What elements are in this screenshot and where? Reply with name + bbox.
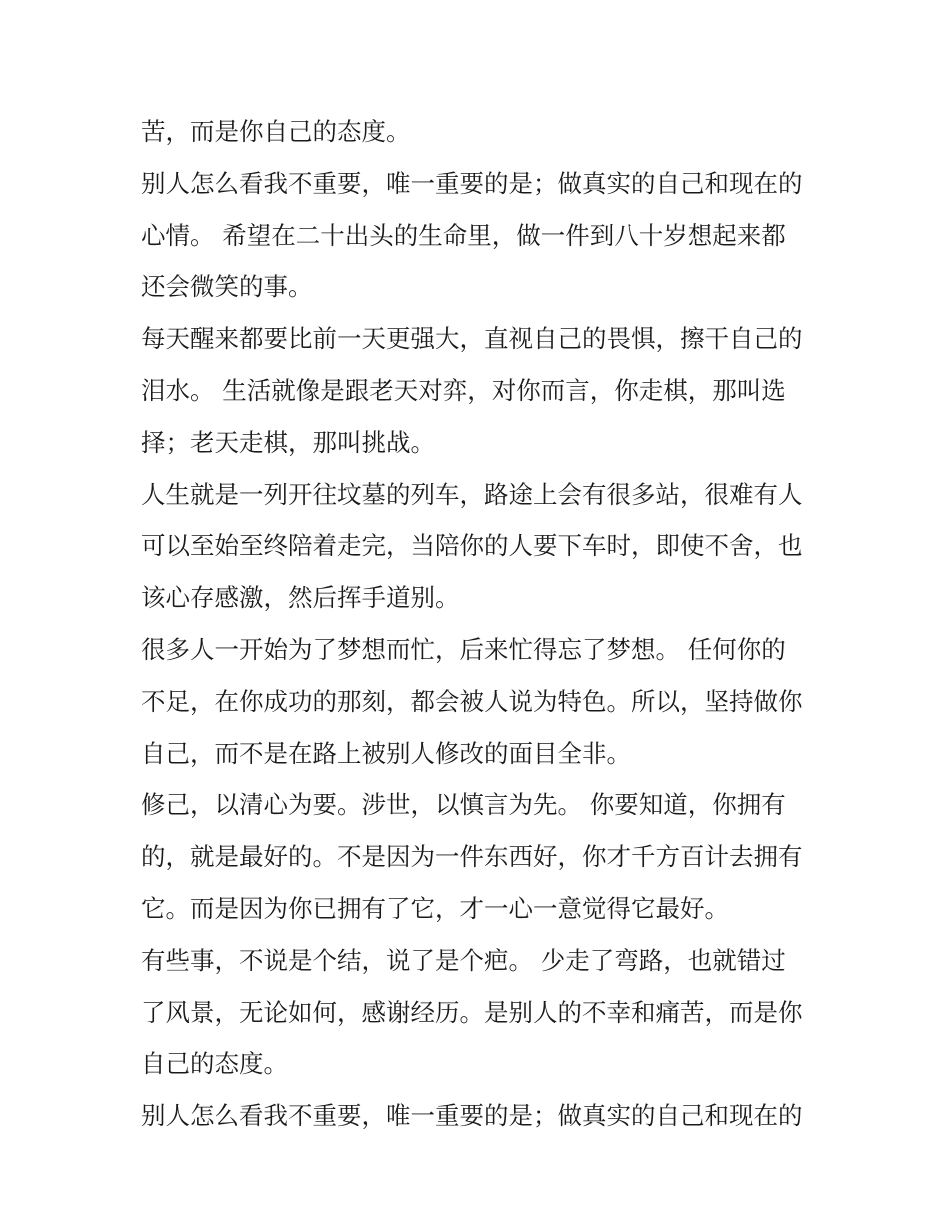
- text-line: 择；老天走棋，那叫挑战。: [141, 427, 435, 457]
- text-line: 了风景，无论如何，感谢经历。是别人的不幸和痛苦，而是你: [141, 997, 803, 1027]
- text-line: 人生就是一列开往坟墓的列车，路途上会有很多站，很难有人: [141, 479, 803, 509]
- text-line: 泪水。 生活就像是跟老天对弈，对你而言，你走棋，那叫选: [141, 375, 786, 405]
- text-line: 不足，在你成功的那刻，都会被人说为特色。所以，坚持做你: [141, 686, 803, 716]
- body-text: [141, 106, 821, 1142]
- text-line: 每天醒来都要比前一天更强大，直视自己的畏惧，擦干自己的: [141, 324, 803, 354]
- text-line: 的，就是最好的。不是因为一件东西好，你才千方百计去拥有: [141, 842, 803, 872]
- text-line: 它。而是因为你已拥有了它，才一心一意觉得它最好。: [141, 893, 729, 923]
- text-line: 别人怎么看我不重要，唯一重要的是；做真实的自己和现在的: [141, 168, 803, 198]
- text-line: 很多人一开始为了梦想而忙，后来忙得忘了梦想。 任何你的: [141, 634, 786, 664]
- text-line: 修己，以清心为要。涉世，以慎言为先。 你要知道，你拥有: [141, 790, 786, 820]
- text-line: 心情。 希望在二十出头的生命里，做一件到八十岁想起来都: [141, 220, 786, 250]
- text-line: 别人怎么看我不重要，唯一重要的是；做真实的自己和现在的: [141, 1101, 803, 1131]
- text-line: 该心存感激，然后挥手道别。: [141, 583, 460, 613]
- text-line: 苦，而是你自己的态度。: [141, 117, 411, 146]
- text-line: 有些事，不说是个结，说了是个疤。 少走了弯路，也就错过: [141, 945, 786, 975]
- text-line: 可以至始至终陪着走完，当陪你的人要下车时，即使不舍，也: [141, 531, 803, 561]
- text-line: 自己的态度。: [141, 1049, 288, 1079]
- text-line: 还会微笑的事。: [141, 272, 313, 302]
- text-line: 自己，而不是在路上被别人修改的面目全非。: [141, 738, 631, 768]
